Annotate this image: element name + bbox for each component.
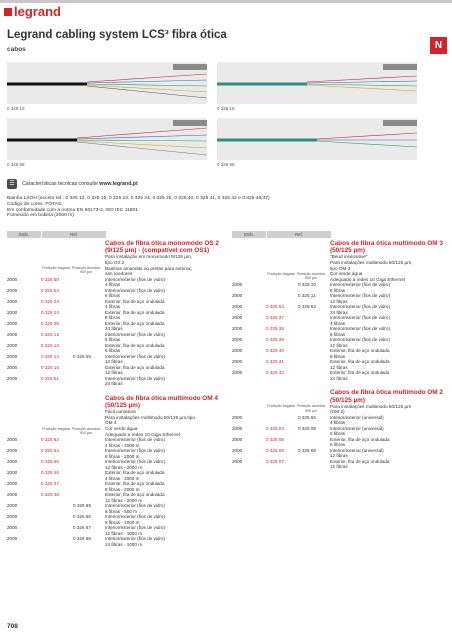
row-ref-a: 0 325 41 <box>266 359 284 365</box>
row-desc-line: 8 fibras <box>105 293 121 299</box>
row-desc-line: 12 fibras - 2000 m <box>105 497 143 503</box>
table-row <box>232 459 446 470</box>
page-number: 708 <box>7 623 18 630</box>
info-text <box>22 181 138 187</box>
table-row <box>232 315 446 326</box>
row-desc <box>330 282 446 293</box>
row-desc-line: Exterior, fita de aço ondulada <box>105 364 165 370</box>
section-om3-rows <box>232 282 446 381</box>
row-desc <box>330 459 446 470</box>
row-desc-line: 4 fibras - 2000 m <box>105 442 140 448</box>
row-emb: 2000 <box>7 536 18 542</box>
row-desc-line: 8 fibras <box>330 353 346 359</box>
table-row <box>7 310 221 321</box>
intro-text <box>7 196 447 219</box>
row-emb: 2000 <box>7 481 18 487</box>
row-emb: 2000 <box>232 370 243 376</box>
row-emb: 2000 <box>7 353 18 359</box>
photo-tag <box>383 120 417 126</box>
row-desc <box>105 332 221 343</box>
sub-headers <box>7 266 105 277</box>
technical-info <box>7 178 447 189</box>
row-desc-line: Interior/exterior (fios de vidro) <box>105 536 165 542</box>
row-emb: 2000 <box>232 315 243 321</box>
intro-line: Bainha LSOH (exceto ref.: 0 325 13, 0 325 15, 0 325 23, 0 325 24, 0 325 25, 0 325 40, 0 325 41, 0 325 42 e 0 325 46/47) <box>7 196 270 201</box>
table-row <box>232 437 446 448</box>
row-desc <box>330 348 446 359</box>
table-row <box>7 365 221 376</box>
desc-line: Cor verde água <box>105 425 138 431</box>
photo-caption-4: 0 328 68 <box>217 162 235 167</box>
row-emb: 2000 <box>232 337 243 343</box>
row-desc <box>105 481 221 492</box>
photo-tag <box>173 64 207 70</box>
desc-line: OM 4 <box>105 420 117 426</box>
row-ref-a: 0 325 23 <box>41 298 59 304</box>
row-emb: 2000 <box>232 282 243 288</box>
table-row <box>232 282 446 293</box>
row-ref-b: 0 325 59 <box>73 353 91 359</box>
row-desc <box>105 343 221 354</box>
row-ref-a: 0 325 42 <box>266 370 284 376</box>
row-desc <box>330 293 446 304</box>
row-emb: 2000 <box>7 309 18 315</box>
sub-col-a: Proteção fragada <box>42 426 70 431</box>
row-emb: 2000 <box>7 375 18 381</box>
row-desc-line: 4 fibras <box>330 420 346 426</box>
section-desc <box>105 254 221 276</box>
row-ref-a: 0 325 47 <box>41 481 59 487</box>
row-ref-a: 0 325 06 <box>266 447 284 453</box>
row-emb: 2000 <box>7 298 18 304</box>
row-ref-a: 0 325 14 <box>41 353 59 359</box>
row-desc-line: Exterior, fita de aço ondulada <box>330 458 390 464</box>
row-emb: 2000 <box>7 331 18 337</box>
row-desc-line: 4 fibras <box>105 304 121 310</box>
intro-line: Em conformidade com a norma EN 50173-2, ISO IEC 11801 <box>7 207 138 213</box>
sub-col-b: Proteção aluminio 900 µm <box>296 404 326 413</box>
row-desc-line: 12 fibras <box>105 370 123 376</box>
table-row <box>7 459 221 470</box>
row-desc-line: Exterior, fita de aço ondulada <box>330 370 390 376</box>
table-row <box>7 437 221 448</box>
row-desc-line: Interior/exterior (fios de vidro) <box>330 326 390 332</box>
row-desc-line: Interior/exterior (fios de vidro) <box>105 331 165 337</box>
sub-headers <box>232 272 330 283</box>
row-desc-line: Interior/exterior (fios de vidro) <box>330 337 390 343</box>
row-desc <box>330 337 446 348</box>
row-desc-line: Interior/exterior (fios de vidro) <box>105 353 165 359</box>
photo-cable-4 <box>217 118 417 160</box>
row-desc <box>330 415 446 426</box>
row-desc-line: Exterior, fita de aço ondulada <box>105 481 165 487</box>
row-desc-line: 4 fibras <box>330 320 346 326</box>
row-ref-a: 0 325 13 <box>41 342 59 348</box>
row-desc-line: Interior/exterior (fios de vidro) <box>105 503 165 509</box>
row-desc-line: 24 fibras <box>105 381 123 387</box>
row-ref-a: 0 325 04 <box>266 425 284 431</box>
table-row <box>232 304 446 315</box>
row-desc <box>330 326 446 337</box>
table-row <box>7 277 221 288</box>
row-emb: 2000 <box>7 492 18 498</box>
row-ref-a: 0 325 15 <box>41 364 59 370</box>
row-desc <box>330 315 446 326</box>
row-emb: 2000 <box>7 437 18 443</box>
row-desc-line: Exterior, fita de aço ondulada <box>330 348 390 354</box>
row-emb: 2000 <box>7 364 18 370</box>
row-ref-a: 0 325 48 <box>41 492 59 498</box>
row-desc <box>105 299 221 310</box>
row-ref-a: 0 325 50 <box>41 276 59 282</box>
table-row <box>7 492 221 503</box>
row-desc-line: 12 fibras <box>330 342 348 348</box>
col-emb: Emb. <box>232 231 266 238</box>
desc-line: Fácil curvatura <box>105 409 136 415</box>
row-desc-line: 6 fibras <box>330 287 346 293</box>
row-desc <box>105 536 221 547</box>
row-ref-a: 0 325 24 <box>41 309 59 315</box>
row-ref-a: 0 325 40 <box>266 348 284 354</box>
row-desc-line: Interior/exterior (fios de vidro) <box>105 459 165 465</box>
row-desc-line: Interior/exterior (fios de vidro) <box>105 448 165 454</box>
section-title: Cabos de fibra ótica multimodo OM 4 (50/125 µm) <box>105 394 218 409</box>
row-emb: 2000 <box>7 459 18 465</box>
row-emb: 2000 <box>232 436 243 442</box>
row-emb: 2000 <box>232 359 243 365</box>
row-desc-line: Exterior, fita de aço ondulada <box>105 470 165 476</box>
page-subtitle: cabos <box>7 46 26 53</box>
row-desc-line: Exterior, fita de aço ondulada <box>105 298 165 304</box>
row-ref-a: 0 325 46 <box>41 470 59 476</box>
row-emb: 2000 <box>232 447 243 453</box>
section-os2-rows <box>7 277 221 387</box>
row-ref-b: 0 325 52 <box>298 304 316 310</box>
sub-col-b: Proteção aluminio 900 µm <box>296 271 326 281</box>
row-desc <box>105 288 221 299</box>
sub-headers <box>232 404 330 415</box>
row-desc-line: 6 fibras <box>105 348 121 354</box>
section-om2-header <box>232 389 446 415</box>
row-desc-line: 6 fibras <box>330 442 346 448</box>
row-ref-a: 0 325 39 <box>266 337 284 343</box>
row-desc-line: Interior/exterior (fios de vidro) <box>105 525 165 531</box>
row-emb: 2000 <box>232 458 243 464</box>
table-row <box>7 470 221 481</box>
col-emb: Emb. <box>7 231 41 238</box>
col-ref: Ref. <box>42 231 106 238</box>
section-om2-rows <box>232 415 446 470</box>
row-desc-line: 6 fibras - 500 m <box>105 508 137 514</box>
row-ref-a: 0 325 53 <box>41 287 59 293</box>
row-desc <box>330 359 446 370</box>
desc-line: tipo OS 2 <box>105 260 125 265</box>
row-desc <box>105 503 221 514</box>
row-desc-line: 6 fibras - 1000 m <box>105 519 140 525</box>
brand-name: legrand <box>14 4 61 19</box>
row-emb: 2000 <box>232 326 243 332</box>
row-emb: 2000 <box>7 276 18 282</box>
table-header <box>7 231 221 238</box>
row-emb: 2000 <box>7 470 18 476</box>
photo-cable-2 <box>217 62 417 104</box>
desc-line: Cor verde água <box>330 271 363 277</box>
row-desc <box>105 525 221 536</box>
row-ref-a: 0 325 05 <box>266 436 284 442</box>
row-desc <box>330 448 446 459</box>
table-row <box>232 359 446 370</box>
table-row <box>7 288 221 299</box>
table-row <box>7 514 221 525</box>
table-row <box>7 343 221 354</box>
table-row <box>232 293 446 304</box>
desc-line: Para instalações multimodo 50/125 µm,tipo <box>105 414 195 420</box>
row-desc-line: Interior/exterior (universal) <box>330 414 384 420</box>
brand-mark-icon <box>4 8 12 16</box>
row-ref-a: 0 325 63 <box>41 437 59 443</box>
desc-line: Adequado a redes 10 Giga Ethernet <box>105 431 181 437</box>
row-desc-line: 24 fibras <box>330 309 348 315</box>
row-desc <box>105 514 221 525</box>
row-ref-b: 0 325 11 <box>298 293 316 299</box>
row-desc-line: Exterior, fita de aço ondulada <box>330 359 390 365</box>
row-emb: 2000 <box>232 414 243 420</box>
section-badge: N <box>430 37 447 54</box>
row-desc-line: 8 fibras - 2000 m <box>105 486 140 492</box>
brand-logo <box>4 4 61 19</box>
row-desc-line: 6 fibras <box>105 337 121 343</box>
table-row <box>7 525 221 536</box>
table-row <box>232 326 446 337</box>
row-desc-line: Exterior, fita de aço ondulada <box>105 309 165 315</box>
section-desc <box>330 404 446 415</box>
row-desc-line: 24 fibras <box>330 375 348 381</box>
row-ref-b: 0 326 66 <box>73 514 91 520</box>
row-desc-line: Interior/exterior (fios de vidro) <box>330 282 390 288</box>
section-om3-header <box>232 240 446 282</box>
row-desc <box>330 437 446 448</box>
row-desc-line: 6 fibras <box>330 431 346 437</box>
sub-col-a: Proteção fragada <box>267 271 295 276</box>
desc-line: Adequado a redes 10 Giga Ethernet <box>330 276 406 282</box>
section-os2-header <box>7 240 221 277</box>
row-desc-line: 8 fibras <box>105 315 121 321</box>
table-header <box>232 231 446 238</box>
table-row <box>232 448 446 459</box>
row-ref-a: 0 325 07 <box>266 458 284 464</box>
row-desc-line: 24 fibras <box>105 326 123 332</box>
desc-line: Para instalações multimodo 50/125 µm, <box>330 260 413 265</box>
section-title: Cabos de fibra ótica multimodo OM 3 (50/125 µm) <box>330 240 443 255</box>
top-bar <box>0 0 452 24</box>
photo-cable-3 <box>7 118 207 160</box>
row-desc-line: Interior/exterior (fios de vidro) <box>330 293 390 299</box>
row-desc <box>105 376 221 387</box>
info-site-link[interactable]: www.legrand.pt <box>99 180 138 187</box>
intro-line: Fornecido em bobina (2000 m) <box>7 213 74 219</box>
row-desc-line: 12 fibras <box>330 298 348 304</box>
table-row <box>7 332 221 343</box>
right-column <box>232 231 446 470</box>
info-prefix: Características técnicas consulte <box>22 180 98 187</box>
photo-caption-2: 0 325 18 <box>217 106 235 111</box>
row-desc-line: 12 fibras <box>330 364 348 370</box>
row-emb: 2000 <box>7 320 18 326</box>
row-ref-b: 0 325 08 <box>298 425 316 431</box>
section-om4-header <box>7 395 221 437</box>
table-row <box>7 299 221 310</box>
row-emb: 2000 <box>7 525 18 531</box>
row-desc-line: 12 fibras <box>330 464 348 470</box>
row-desc-line: 12 fibras - 2000 m <box>105 464 143 470</box>
sub-col-b: Proteção aluminio 900 µm <box>71 426 101 435</box>
row-ref-a: 0 325 37 <box>266 315 284 321</box>
sub-col-a: Proteção fragada <box>42 266 70 271</box>
row-desc-line: Exterior, fita de aço ondulada <box>105 342 165 348</box>
row-desc-line: 4 fibras - 2000 m <box>105 475 140 481</box>
row-emb: 2000 <box>232 425 243 431</box>
table-row <box>7 354 221 365</box>
row-desc-line: 12 fibras <box>105 359 123 365</box>
row-ref-a: 0 325 38 <box>266 326 284 332</box>
left-column <box>7 231 221 547</box>
row-desc-line: Exterior, fita de aço ondulada <box>105 320 165 326</box>
row-desc <box>105 459 221 470</box>
desc-line: Bainhas amarelas ou pretas para exterior, <box>105 265 193 271</box>
row-desc-line: Exterior, fita de aço ondulada <box>330 436 390 442</box>
photo-caption-3: 0 325 88 <box>7 162 25 167</box>
row-ref-b: 0 325 55 <box>298 414 316 420</box>
row-desc <box>105 470 221 481</box>
table-row <box>7 503 221 514</box>
row-desc <box>330 304 446 315</box>
section-desc <box>105 409 221 437</box>
sub-headers <box>7 427 105 438</box>
table-row <box>7 321 221 332</box>
desc-line: anti roedores <box>105 271 133 277</box>
row-emb: 2000 <box>7 287 18 293</box>
desc-line: (OM 2) <box>330 409 345 415</box>
row-desc-line: 4 fibras <box>105 282 121 288</box>
row-desc-line: Interior/exterior (fios de vidro) <box>105 375 165 381</box>
section-title: Cabos de fibra ótica monomodo OS 2 (9/125 µm) - (compatível com OS1) <box>105 240 219 255</box>
row-emb: 2000 <box>7 503 18 509</box>
row-desc-line: Interior/exterior (fios de vidro) <box>105 514 165 520</box>
table-row <box>7 481 221 492</box>
table-row <box>7 536 221 547</box>
row-emb: 2000 <box>232 293 243 299</box>
row-desc <box>105 492 221 503</box>
desc-line: "Bend insensitive" <box>330 254 368 260</box>
row-ref-a: 0 325 64 <box>41 448 59 454</box>
row-desc-line: 12 fibras - 1000 m <box>105 530 143 536</box>
row-desc-line: 8 fibras - 2000 m <box>105 453 140 459</box>
row-ref-b: 0 326 65 <box>73 503 91 509</box>
photo-caption-1: 0 325 10 <box>7 106 25 111</box>
table-row <box>7 448 221 459</box>
row-ref-a: 0 325 51 <box>41 375 59 381</box>
row-desc <box>105 310 221 321</box>
row-desc-line: Exterior, fita de aço ondulada <box>105 492 165 498</box>
row-desc <box>330 426 446 437</box>
row-desc-line: Interior/exterior (universal) <box>330 447 384 453</box>
row-ref-a: 0 325 25 <box>41 320 59 326</box>
row-desc-line: Interior/exterior (fios de vidro) <box>330 315 390 321</box>
desc-line: Para instalações multimodo 50/125 µm <box>330 403 412 409</box>
row-emb: 2000 <box>7 342 18 348</box>
row-desc-line: Interior/exterior (fios de vidro) <box>105 437 165 443</box>
desc-line: Para instalação em monomodo 9/125 µm, <box>105 254 193 260</box>
row-ref-a: 0 325 12 <box>41 331 59 337</box>
intro-line: Código de cores: FOTAG <box>7 201 62 207</box>
row-desc-line: 8 fibras <box>330 331 346 337</box>
sub-col-b: Proteção aluminio 900 µm <box>71 266 101 275</box>
photo-cable-1 <box>7 62 207 104</box>
table-row <box>232 370 446 381</box>
section-title: Cabos de fibra ótica multimodo OM 2 (50/125 µm) <box>330 389 443 404</box>
row-desc <box>105 365 221 376</box>
row-desc-line: 12 fibras <box>330 453 348 459</box>
row-emb: 2000 <box>232 348 243 354</box>
row-ref-a: 0 325 53 <box>266 304 284 310</box>
row-desc <box>105 448 221 459</box>
col-ref: Ref. <box>267 231 331 238</box>
section-desc <box>330 254 446 282</box>
table-row <box>232 337 446 348</box>
row-desc-line: Interior/exterior (fios de vidro) <box>105 276 165 282</box>
row-desc-line: Interior/exterior (fios de vidro) <box>105 287 165 293</box>
row-ref-b: 0 326 67 <box>73 525 91 531</box>
sub-col-a: Proteção fragada <box>267 404 295 409</box>
table-row <box>7 376 221 387</box>
row-ref-a: 0 325 65 <box>41 459 59 465</box>
page-title: Legrand cabling system LCS³ fibra ótica <box>7 29 227 41</box>
book-icon: ☰ <box>7 179 17 189</box>
table-row <box>232 426 446 437</box>
row-emb: 2000 <box>7 448 18 454</box>
table-row <box>232 348 446 359</box>
top-stripe <box>0 0 452 3</box>
row-desc-line: Interior/exterior (fios de vidro) <box>330 304 390 310</box>
row-desc-line: 24 fibras - 1000 m <box>105 541 143 547</box>
row-desc <box>105 277 221 288</box>
photo-tag <box>383 64 417 70</box>
row-emb: 2000 <box>232 304 243 310</box>
row-desc <box>330 370 446 381</box>
row-desc <box>105 321 221 332</box>
table-row <box>232 415 446 426</box>
row-ref-b: 0 325 10 <box>298 282 316 288</box>
desc-line: tipo OM 3 <box>330 265 351 271</box>
row-ref-b: 0 325 09 <box>298 447 316 453</box>
row-emb: 2000 <box>7 514 18 520</box>
photo-tag <box>173 120 207 126</box>
row-desc <box>105 354 221 365</box>
row-ref-b: 0 326 68 <box>73 536 91 542</box>
row-desc-line: Interior/exterior (universal) <box>330 425 384 431</box>
row-desc <box>105 437 221 448</box>
section-om4-rows <box>7 437 221 547</box>
